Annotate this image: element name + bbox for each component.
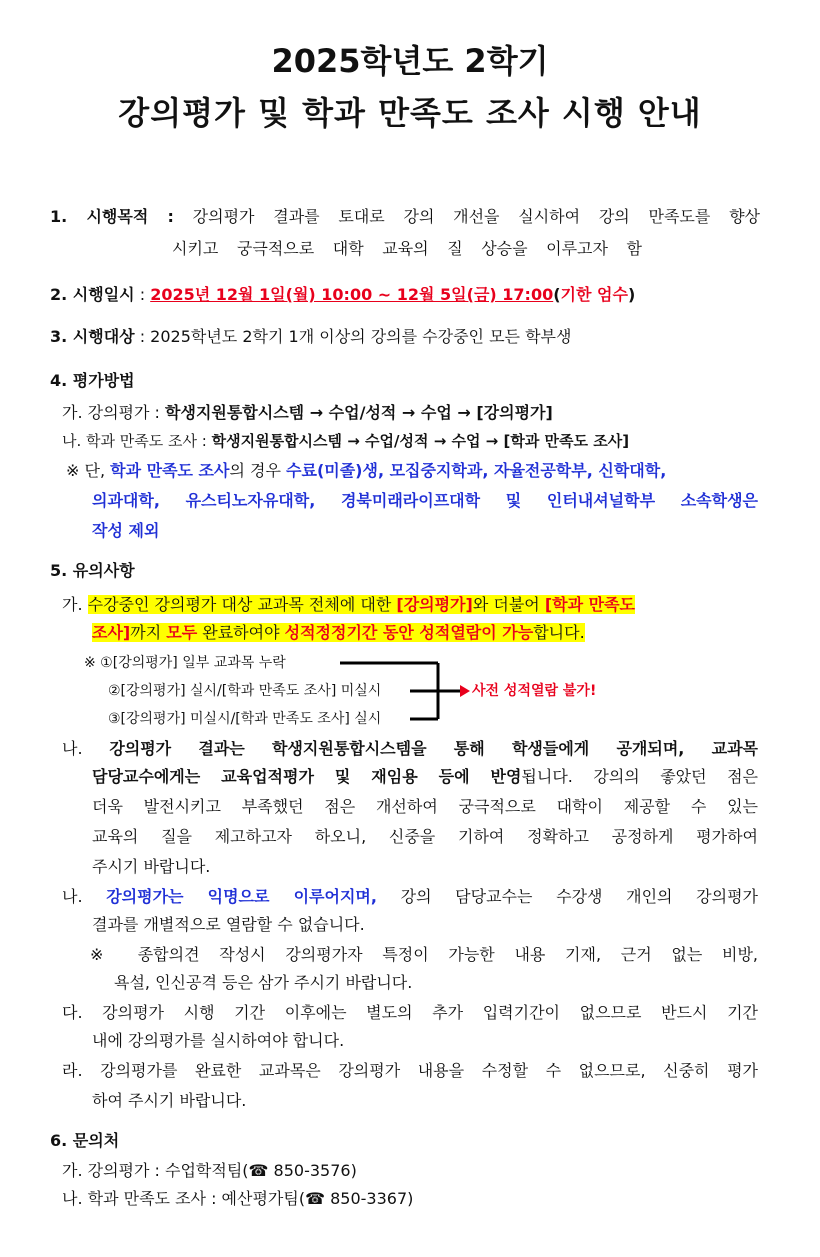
s5-c-line3: ※ 종합의견 작성시 강의평가자 특정이 가능한 내용 기재, 근거 없는 비방, — [90, 945, 758, 964]
s5-d-line2: 내에 강의평가를 실시하여야 합니다. — [92, 1031, 345, 1050]
s4-a-prefix: 가. 강의평가 : — [62, 403, 160, 422]
doc-title-line1: 2025학년도 2학기 — [271, 42, 549, 80]
s5-a2-t3: 합니다. — [533, 623, 585, 642]
s5-b2-bold: 담당교수에게는 교육업적평가 및 재임용 등에 반영 — [92, 767, 522, 786]
s5-a1: 수강중인 강의평가 대상 교과목 전체에 대한 — [87, 595, 392, 614]
s5-b-prefix: 나. — [62, 739, 83, 758]
s1-label: 1. 시행목적 : — [50, 207, 174, 226]
s5-a-prefix: 가. — [62, 595, 83, 614]
s5-b-line2 — [92, 766, 758, 788]
s4-c-line3: 작성 제외 — [92, 521, 160, 540]
s2-paren-open: ( — [553, 285, 561, 304]
s5-b-line1 — [62, 738, 758, 760]
s2-date: 2025년 12월 1일(월) 10:00 ~ 12월 5일(금) 17:00 — [150, 285, 554, 304]
s5-a1-red: [강의평가] — [396, 595, 473, 614]
s5-case-3: ③[강의평가] 미실시/[학과 만족도 조사] 실시 — [108, 711, 382, 727]
s5-warning: 사전 성적열람 불가! — [472, 683, 597, 699]
s5-e-line2: 하여 주시기 바랍니다. — [92, 1091, 247, 1110]
s5-heading: 5. 유의사항 — [50, 561, 135, 580]
s5-case-1: ※ ①[강의평가] 일부 교과목 누락 — [84, 655, 286, 671]
s2-paren-close: ) — [627, 285, 636, 304]
s5-b-line4: 교육의 질을 제고하고자 하오니, 신중을 기하여 정확하고 공정하게 평가하여 — [92, 827, 758, 846]
s5-c1-rest: 강의 담당교수는 수강생 개인의 강의평가 — [400, 887, 758, 906]
s6-a: 가. 강의평가 : 수업학적팀(☎ 850-3576) — [62, 1161, 357, 1180]
s4-b-path: 학생지원통합시스템 → 수업/성적 → 수업 → [학과 만족도 조사] — [211, 432, 630, 450]
s4-c-blue1: 학과 만족도 조사 — [110, 461, 230, 480]
s4-c-mark: ※ 단, — [66, 461, 106, 480]
s2-note: 기한 엄수 — [560, 285, 628, 304]
doc-title-line2: 강의평가 및 학과 만족도 조사 시행 안내 — [118, 94, 702, 132]
s5-a2-red3: 성적정정기간 동안 성적열람이 가능 — [284, 623, 534, 642]
s5-a1-red2: [학과 만족도 — [544, 595, 636, 614]
s5-a2-t2: 완료하여야 — [202, 623, 280, 642]
arrow-right-icon — [460, 685, 470, 697]
s5-c-line1 — [62, 886, 758, 908]
s3-label: 3. 시행대상 — [50, 327, 135, 346]
s2-label: 2. 시행일시 — [50, 285, 135, 304]
s5-d-line1: 다. 강의평가 시행 기간 이후에는 별도의 추가 입력기간이 없으므로 반드시 기간 — [62, 1003, 758, 1022]
s5-c-line4: 욕설, 인신공격 등은 삼가 주시기 바랍니다. — [114, 973, 413, 992]
s5-e-line1: 라. 강의평가를 완료한 교과목은 강의평가 내용을 수정할 수 없으므로, 신중히 평가 — [62, 1061, 758, 1080]
s5-a2-red2: 모두 — [166, 623, 198, 642]
s5-a1-mid: 와 더불어 — [472, 595, 540, 614]
s4-c-blue2: 수료(미졸)생, 모집중지학과, 자율전공학부, 신학대학, — [286, 461, 667, 480]
s5-c-line2: 결과를 개별적으로 열람할 수 없습니다. — [92, 915, 365, 934]
s5-case-2: ②[강의평가] 실시/[학과 만족도 조사] 미실시 — [108, 683, 382, 699]
s4-c-line2: 의과대학, 유스티노자유대학, 경북미래라이프대학 및 인터내셔널학부 소속학생은 — [92, 491, 758, 510]
s4-heading: 4. 평가방법 — [50, 371, 135, 390]
s5-b-line5: 주시기 바랍니다. — [92, 857, 211, 876]
s4-a-path: 학생지원통합시스템 → 수업/성적 → 수업 → [강의평가] — [165, 403, 553, 422]
s5-c1-blue: 강의평가는 익명으로 이루어지며, — [106, 887, 377, 906]
s5-b2-rest: 됩니다. 강의의 좋았던 점은 — [521, 767, 758, 786]
s3-text: : 2025학년도 2학기 1개 이상의 강의를 수강중인 모든 학부생 — [139, 327, 572, 346]
s4-c-mid: 의 경우 — [229, 461, 281, 480]
s6-heading: 6. 문의처 — [50, 1131, 120, 1150]
s1-text2: 시키고 궁극적으로 대학 교육의 질 상승을 이루고자 함 — [172, 239, 642, 258]
s5-a2-t1: 까지 — [130, 623, 162, 642]
s1-text1: 강의평가 결과를 토대로 강의 개선을 실시하여 강의 만족도를 향상 — [192, 207, 760, 226]
s5-a2-red: 조사] — [92, 623, 131, 642]
s5-b1: 강의평가 결과는 학생지원통합시스템을 통해 학생들에게 공개되며, 교과목 — [109, 739, 758, 758]
s6-b: 나. 학과 만족도 조사 : 예산평가팀(☎ 850-3367) — [62, 1189, 414, 1208]
s5-b-line3: 더욱 발전시키고 부족했던 점은 개선하여 궁극적으로 대학이 제공할 수 있는 — [92, 797, 758, 816]
s2-sep: : — [139, 285, 146, 304]
s5-c-prefix: 나. — [62, 887, 83, 906]
s4-b-prefix: 나. 학과 만족도 조사 : — [62, 432, 207, 450]
